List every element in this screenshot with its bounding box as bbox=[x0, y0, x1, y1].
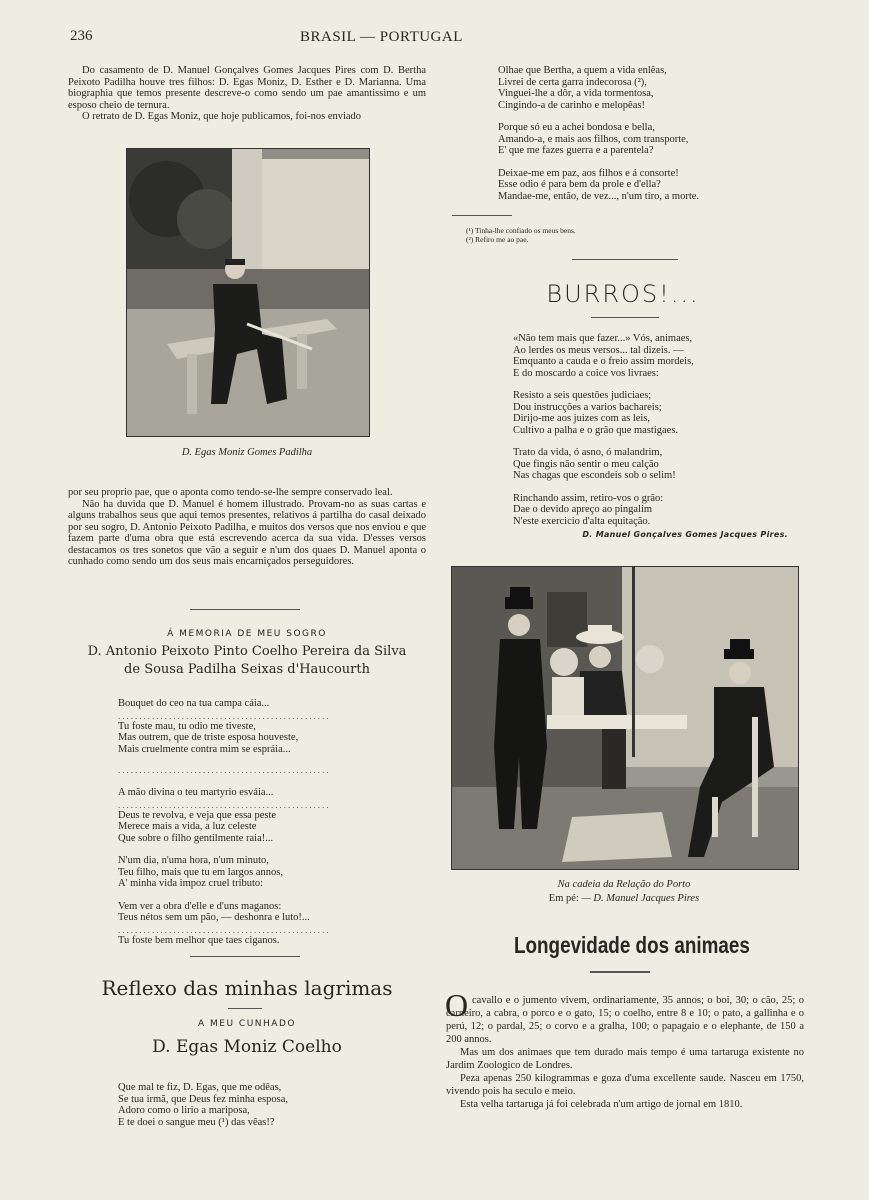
stanza bbox=[118, 935, 378, 947]
verse: «Não tem mais que fazer...» Vós, animaes, bbox=[513, 333, 693, 344]
stanza bbox=[118, 721, 378, 756]
verse: Dirijo-me aos juizes com as leis, bbox=[513, 413, 651, 424]
verse: Deus te revolva, e veja que essa peste bbox=[118, 809, 277, 821]
article-body bbox=[446, 994, 804, 1111]
verse: Teus nétos sem um pão, — deshonra e luto!... bbox=[118, 912, 310, 923]
stanza bbox=[513, 390, 773, 436]
intro-paragraph: O retrato de D. Egas Moniz, que hoje publicamos, foi-nos enviado bbox=[82, 111, 362, 122]
running-title: BRASIL — PORTUGAL bbox=[300, 29, 463, 45]
article-title: Longevidade dos animaes bbox=[514, 932, 750, 958]
poem3-title: BURROS!... bbox=[546, 280, 700, 308]
verse: Tu foste mau, tu odio me tiveste, bbox=[118, 720, 256, 732]
footnote-rule bbox=[452, 215, 512, 216]
verse: Vinguei-lhe a dôr, a vida tormentosa, bbox=[498, 88, 654, 99]
verse: Merece mais a vida, a luz celeste bbox=[118, 821, 257, 832]
verse: Rinchando assim, retiro-vos o grão: bbox=[513, 492, 664, 504]
stanza bbox=[498, 65, 768, 111]
portrait-photo bbox=[126, 148, 370, 437]
stanza bbox=[118, 855, 378, 890]
prison-caption-line1: Na cadeia da Relação do Porto bbox=[557, 879, 691, 890]
verse: Que mal te fiz, D. Egas, que me odêas, bbox=[118, 1082, 282, 1093]
verse: Mandae-me, então, de vez..., n'um tiro, a morte. bbox=[498, 190, 700, 202]
divider bbox=[190, 609, 300, 610]
left-body bbox=[68, 487, 426, 568]
stanza bbox=[498, 168, 768, 203]
footnotes bbox=[466, 226, 766, 244]
verse: Deixae-me em paz, aos filhos e á consorte! bbox=[498, 167, 679, 179]
verse: Resisto a seis questões judiciaes; bbox=[513, 390, 652, 401]
verse: Ao lerdes os meus versos... tal dizeis. — bbox=[513, 344, 684, 356]
verse: Teu filho, mais que tu em largos annos, bbox=[118, 866, 284, 878]
prison-scene-illustration bbox=[452, 567, 798, 869]
verse: Vem ver a obra d'elle e d'uns maganos: bbox=[118, 900, 282, 912]
article-paragraph: Esta velha tartaruga já foi celebrada n'um artigo de jornal em 1810. bbox=[460, 1099, 743, 1110]
article-paragraph: Peza apenas 250 kilogrammas e goza d'uma excellente saude. Nasceu em 1750, vivendo pois ha seculo e meio. bbox=[446, 1073, 804, 1097]
stanza bbox=[513, 493, 773, 528]
verse: Mais cruelmente contra mim se espráia... bbox=[118, 743, 291, 755]
article-paragraph: cavallo e o jumento vivem, ordinariamente, 35 annos; o boi, 30; o cão, 25; o carneiro, a cabra, o porco e o gato, 15; o coelho, entre 8 e 10; o pato, a gallinha e o perú, 12; o pardal, 25; o corvo e a gralha, 100; o papagaio e o elephante, de 150 a 200 annos. bbox=[446, 995, 804, 1045]
poem1-title-line2: de Sousa Padilha Seixas d'Haucourth bbox=[124, 662, 370, 677]
poem2-dedication: A MEU CUNHADO bbox=[198, 1019, 296, 1029]
caption-prefix: Em pé: bbox=[548, 893, 579, 904]
poem1-dedication: Á MEMORIA DE MEU SOGRO bbox=[167, 629, 327, 639]
verse: Olhae que Bertha, a quem a vida enlêas, bbox=[498, 65, 667, 76]
verse: Mas outrem, que de triste esposa houveste, bbox=[118, 732, 299, 743]
verse: Cingindo-a de carinho e melopêas! bbox=[498, 99, 645, 111]
stanza bbox=[118, 901, 378, 924]
verse: Nas chagas que escondeis sob o selim! bbox=[513, 470, 676, 481]
poem2-continuation bbox=[498, 65, 768, 213]
verse: E' que me fazes guerra e a parentela? bbox=[498, 145, 654, 156]
poem3-signature: D. Manuel Gonçalves Gomes Jacques Pires. bbox=[582, 530, 788, 539]
verse: Amando-a, e mais aos filhos, com transporte, bbox=[498, 133, 689, 145]
intro-paragraph: Do casamento de D. Manuel Gonçalves Gomes Jacques Pires com D. Bertha Peixoto Padilha houve tres filhos: D. Egas Moniz, D. Esther e D. Marianna. Uma biographia que temos presente descreve-o como sendo um pae amantissimo e um esposo cheio de ternura. bbox=[68, 65, 426, 111]
body-paragraph: Não ha duvida que D. Manuel é homem illustrado. Provam-no as suas cartas e alguns trabalhos seus que aqui temos presentes, relativos á partilha do casal deixado por seu sogro, D. Antonio Peixoto Padilha, e muitos dos versos que nos enviou e que fazem parte d'uma obra que está escrevendo acerca da sua vida. D'esses versos destacamos os tres sonetos que vão a seguir e n'um dos quaes D. Manuel aponta o cunhado como sendo um dos seus mais encarniçados perseguidores. bbox=[68, 498, 426, 567]
prison-caption-line2 bbox=[451, 893, 797, 904]
divider bbox=[590, 971, 650, 973]
poem2-title: Reflexo das minhas lagrimas bbox=[101, 976, 393, 1000]
verse: A mão divina o teu martyrio esváia... bbox=[118, 787, 274, 798]
stanza bbox=[118, 810, 378, 845]
left-intro bbox=[68, 65, 426, 123]
poem2-body bbox=[118, 1082, 378, 1128]
portrait-caption: D. Egas Moniz Gomes Padilha bbox=[181, 447, 313, 458]
ellipsis-row: .................................................. bbox=[118, 800, 331, 810]
verse: E do moscardo a coice vos livraes: bbox=[513, 367, 659, 379]
verse: Cultivo a palha e o grão que mastigaes. bbox=[513, 424, 679, 436]
verse: N'este exercicio d'alta equitação. bbox=[513, 515, 651, 527]
stanza bbox=[513, 447, 773, 482]
divider bbox=[228, 1008, 262, 1009]
verse: Trato da vida, ó asno, ó malandrim, bbox=[513, 447, 663, 458]
prison-photo bbox=[451, 566, 799, 870]
ellipsis-row: .................................................. bbox=[118, 766, 331, 775]
verse: Porque só eu a achei bondosa e bella, bbox=[498, 122, 655, 133]
verse: Bouquet do ceo na tua campa cáia... bbox=[118, 698, 270, 709]
ellipsis-row: .................................................. bbox=[118, 711, 331, 721]
poem2-addressee: D. Egas Moniz Coelho bbox=[152, 1037, 342, 1057]
verse: Livrei de certa garra indecorosa (²), bbox=[498, 76, 647, 88]
verse: Esse odio é para bem da prole e d'ella? bbox=[498, 179, 661, 190]
body-paragraph: por seu proprio pae, que o aponta como tendo-se-lhe sempre conservado leal. bbox=[68, 487, 393, 498]
verse: Dae o devido apreço ao pingalim bbox=[513, 504, 653, 515]
verse: Adoro como o lirio a mariposa, bbox=[118, 1105, 250, 1116]
portrait-illustration bbox=[127, 149, 369, 436]
verse: Emquanto a cauda e o freio assim mordeis, bbox=[513, 356, 694, 367]
verse: A' minha vida impoz cruel tributo: bbox=[118, 878, 264, 889]
page-number: 236 bbox=[70, 28, 93, 44]
drop-cap: O bbox=[445, 987, 469, 1023]
verse: Se tua irmã, que Deus fez minha esposa, bbox=[118, 1093, 288, 1105]
verse: E te doei o sangue meu (¹) das vêas!? bbox=[118, 1116, 275, 1128]
footnote: (²) Refiro me ao pae. bbox=[466, 235, 529, 244]
verse: Que fingis não sentir o meu calção bbox=[513, 458, 659, 470]
verse: N'um dia, n'uma hora, n'um minuto, bbox=[118, 855, 269, 866]
poem1-title-line1: D. Antonio Peixoto Pinto Coelho Pereira da Silva bbox=[87, 644, 407, 659]
article-title-wrap bbox=[514, 932, 804, 959]
ellipsis-row: .................................................. bbox=[118, 925, 331, 935]
article-paragraph: Mas um dos animaes que tem durado mais tempo é uma tartaruga existente no Jardim Zoologico de Londres. bbox=[446, 1047, 804, 1071]
stanza bbox=[498, 122, 768, 157]
stanza bbox=[118, 698, 378, 710]
footnote: (¹) Tinha-lhe confiado os meus bens. bbox=[466, 226, 576, 235]
verse: Dou instrucções a varios bachareis; bbox=[513, 401, 662, 413]
divider bbox=[591, 317, 659, 318]
caption-name: — D. Manuel Jacques Pires bbox=[581, 893, 700, 904]
stanza bbox=[513, 333, 773, 379]
divider bbox=[190, 956, 300, 957]
stanza bbox=[118, 787, 378, 799]
verse: Tu foste bem melhor que taes ciganos. bbox=[118, 934, 280, 946]
poem1-body bbox=[118, 698, 378, 957]
verse: Que sobre o filho gentilmente raia!... bbox=[118, 832, 274, 844]
divider bbox=[572, 259, 678, 260]
poem3-body bbox=[513, 333, 773, 538]
